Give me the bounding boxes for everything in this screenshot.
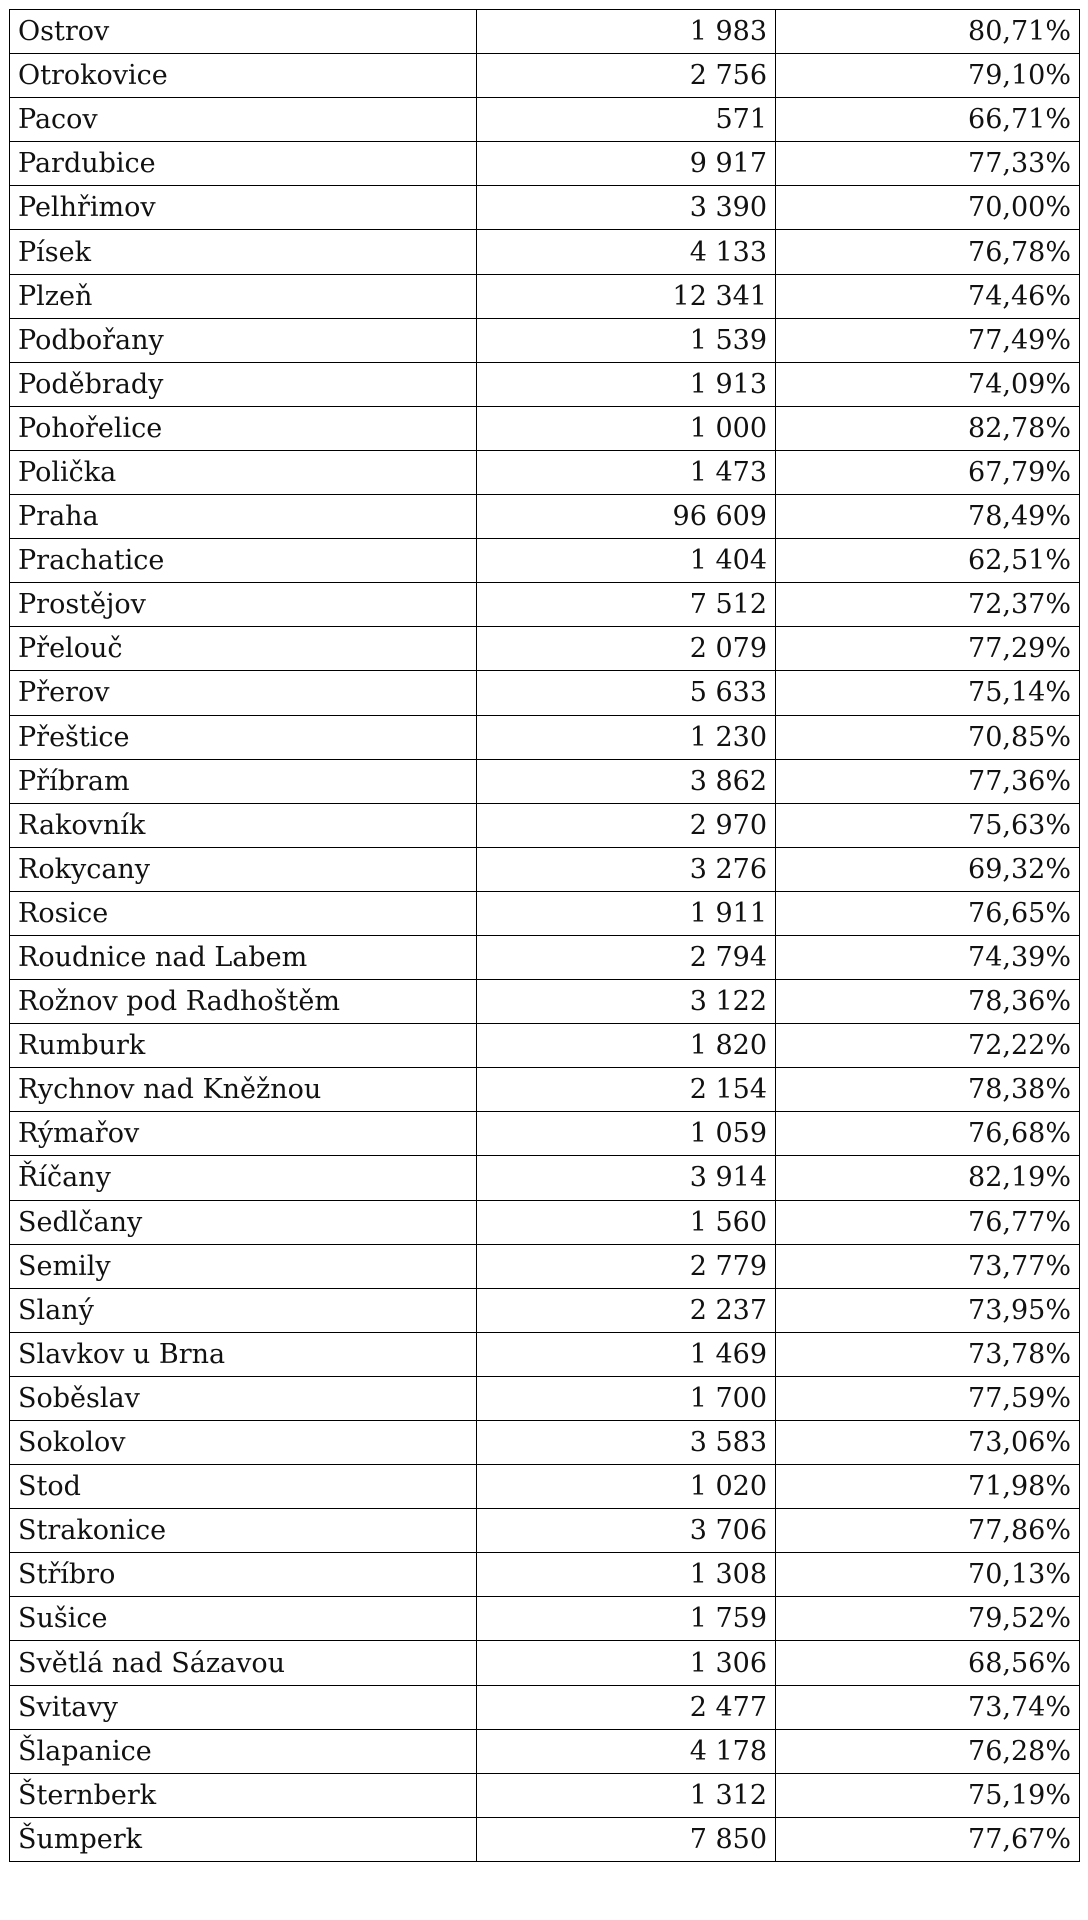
count-cell: 1 312 [477,1773,776,1817]
table-row [10,1244,1080,1288]
percentage-cell: 78,36% [776,980,1080,1024]
table-row [10,98,1080,142]
percentage-cell: 73,78% [776,1332,1080,1376]
table-row [10,1288,1080,1332]
table-row [10,1641,1080,1685]
name-cell: Soběslav [10,1376,477,1420]
table-row [10,1597,1080,1641]
name-cell: Prostějov [10,583,477,627]
name-cell: Polička [10,450,477,494]
count-cell: 4 178 [477,1729,776,1773]
name-cell: Semily [10,1244,477,1288]
count-cell: 1 911 [477,891,776,935]
count-cell: 3 390 [477,186,776,230]
percentage-cell: 77,29% [776,627,1080,671]
percentage-cell: 82,78% [776,406,1080,450]
percentage-cell: 77,33% [776,142,1080,186]
count-cell: 5 633 [477,671,776,715]
name-cell: Poděbrady [10,362,477,406]
count-cell: 1 308 [477,1553,776,1597]
count-cell: 1 759 [477,1597,776,1641]
table-row [10,1112,1080,1156]
table-row [10,715,1080,759]
count-cell: 2 237 [477,1288,776,1332]
percentage-cell: 67,79% [776,450,1080,494]
percentage-cell: 79,10% [776,54,1080,98]
count-cell: 1 913 [477,362,776,406]
table-row [10,1465,1080,1509]
table-row [10,318,1080,362]
count-cell: 4 133 [477,230,776,274]
table-row [10,54,1080,98]
table-row [10,1685,1080,1729]
percentage-cell: 77,59% [776,1376,1080,1420]
count-cell: 9 917 [477,142,776,186]
percentage-cell: 78,38% [776,1068,1080,1112]
percentage-cell: 73,06% [776,1421,1080,1465]
count-cell: 2 477 [477,1685,776,1729]
table-row [10,583,1080,627]
count-cell: 1 983 [477,10,776,54]
name-cell: Šlapanice [10,1729,477,1773]
count-cell: 1 020 [477,1465,776,1509]
count-cell: 2 756 [477,54,776,98]
name-cell: Stod [10,1465,477,1509]
name-cell: Přerov [10,671,477,715]
count-cell: 12 341 [477,274,776,318]
table-row [10,1729,1080,1773]
count-cell: 1 230 [477,715,776,759]
count-cell: 1 306 [477,1641,776,1685]
percentage-cell: 76,77% [776,1200,1080,1244]
table-row [10,671,1080,715]
count-cell: 571 [477,98,776,142]
table-row [10,891,1080,935]
percentage-cell: 66,71% [776,98,1080,142]
name-cell: Sokolov [10,1421,477,1465]
name-cell: Pacov [10,98,477,142]
name-cell: Světlá nad Sázavou [10,1641,477,1685]
name-cell: Pelhřimov [10,186,477,230]
name-cell: Roudnice nad Labem [10,935,477,979]
percentage-cell: 68,56% [776,1641,1080,1685]
data-table-container [9,9,1079,1862]
name-cell: Pohořelice [10,406,477,450]
table-row [10,1332,1080,1376]
table-row [10,230,1080,274]
percentage-cell: 73,77% [776,1244,1080,1288]
name-cell: Rosice [10,891,477,935]
count-cell: 7 512 [477,583,776,627]
percentage-cell: 70,13% [776,1553,1080,1597]
percentage-cell: 72,37% [776,583,1080,627]
name-cell: Prachatice [10,539,477,583]
count-cell: 2 154 [477,1068,776,1112]
table-row [10,406,1080,450]
name-cell: Šumperk [10,1817,477,1861]
table-row [10,1200,1080,1244]
name-cell: Rychnov nad Kněžnou [10,1068,477,1112]
table-body [10,10,1080,1862]
count-cell: 1 560 [477,1200,776,1244]
count-cell: 2 079 [477,627,776,671]
percentage-cell: 62,51% [776,539,1080,583]
count-cell: 1 820 [477,1024,776,1068]
percentage-cell: 74,09% [776,362,1080,406]
name-cell: Stříbro [10,1553,477,1597]
count-cell: 3 583 [477,1421,776,1465]
percentage-cell: 76,65% [776,891,1080,935]
table-row [10,1773,1080,1817]
count-cell: 1 059 [477,1112,776,1156]
municipality-table [9,9,1080,1862]
name-cell: Sedlčany [10,1200,477,1244]
table-row [10,10,1080,54]
table-row [10,759,1080,803]
count-cell: 2 794 [477,935,776,979]
count-cell: 1 700 [477,1376,776,1420]
percentage-cell: 75,63% [776,803,1080,847]
percentage-cell: 73,74% [776,1685,1080,1729]
percentage-cell: 77,49% [776,318,1080,362]
table-row [10,980,1080,1024]
name-cell: Svitavy [10,1685,477,1729]
count-cell: 3 706 [477,1509,776,1553]
name-cell: Slavkov u Brna [10,1332,477,1376]
table-row [10,539,1080,583]
count-cell: 1 404 [477,539,776,583]
table-row [10,1068,1080,1112]
table-row [10,935,1080,979]
count-cell: 1 539 [477,318,776,362]
table-row [10,495,1080,539]
count-cell: 3 276 [477,847,776,891]
count-cell: 96 609 [477,495,776,539]
name-cell: Podbořany [10,318,477,362]
name-cell: Rokycany [10,847,477,891]
percentage-cell: 71,98% [776,1465,1080,1509]
percentage-cell: 73,95% [776,1288,1080,1332]
count-cell: 7 850 [477,1817,776,1861]
percentage-cell: 79,52% [776,1597,1080,1641]
name-cell: Říčany [10,1156,477,1200]
percentage-cell: 76,78% [776,230,1080,274]
percentage-cell: 80,71% [776,10,1080,54]
name-cell: Ostrov [10,10,477,54]
count-cell: 1 469 [477,1332,776,1376]
name-cell: Slaný [10,1288,477,1332]
percentage-cell: 75,14% [776,671,1080,715]
count-cell: 3 862 [477,759,776,803]
percentage-cell: 77,67% [776,1817,1080,1861]
name-cell: Přelouč [10,627,477,671]
name-cell: Rýmařov [10,1112,477,1156]
table-row [10,362,1080,406]
table-row [10,1156,1080,1200]
name-cell: Pardubice [10,142,477,186]
table-row [10,1024,1080,1068]
percentage-cell: 74,39% [776,935,1080,979]
name-cell: Písek [10,230,477,274]
name-cell: Sušice [10,1597,477,1641]
table-row [10,627,1080,671]
table-row [10,1817,1080,1861]
percentage-cell: 72,22% [776,1024,1080,1068]
name-cell: Šternberk [10,1773,477,1817]
table-row [10,186,1080,230]
table-row [10,274,1080,318]
name-cell: Příbram [10,759,477,803]
percentage-cell: 76,28% [776,1729,1080,1773]
table-row [10,450,1080,494]
name-cell: Plzeň [10,274,477,318]
count-cell: 2 970 [477,803,776,847]
percentage-cell: 77,36% [776,759,1080,803]
percentage-cell: 70,00% [776,186,1080,230]
percentage-cell: 82,19% [776,1156,1080,1200]
table-row [10,847,1080,891]
table-row [10,142,1080,186]
count-cell: 1 000 [477,406,776,450]
percentage-cell: 78,49% [776,495,1080,539]
percentage-cell: 75,19% [776,1773,1080,1817]
table-row [10,1509,1080,1553]
name-cell: Strakonice [10,1509,477,1553]
count-cell: 2 779 [477,1244,776,1288]
percentage-cell: 77,86% [776,1509,1080,1553]
name-cell: Rumburk [10,1024,477,1068]
name-cell: Rožnov pod Radhoštěm [10,980,477,1024]
percentage-cell: 76,68% [776,1112,1080,1156]
count-cell: 3 122 [477,980,776,1024]
name-cell: Otrokovice [10,54,477,98]
name-cell: Přeštice [10,715,477,759]
percentage-cell: 69,32% [776,847,1080,891]
table-row [10,1421,1080,1465]
percentage-cell: 74,46% [776,274,1080,318]
count-cell: 1 473 [477,450,776,494]
table-row [10,803,1080,847]
table-row [10,1376,1080,1420]
count-cell: 3 914 [477,1156,776,1200]
percentage-cell: 70,85% [776,715,1080,759]
name-cell: Rakovník [10,803,477,847]
table-row [10,1553,1080,1597]
name-cell: Praha [10,495,477,539]
